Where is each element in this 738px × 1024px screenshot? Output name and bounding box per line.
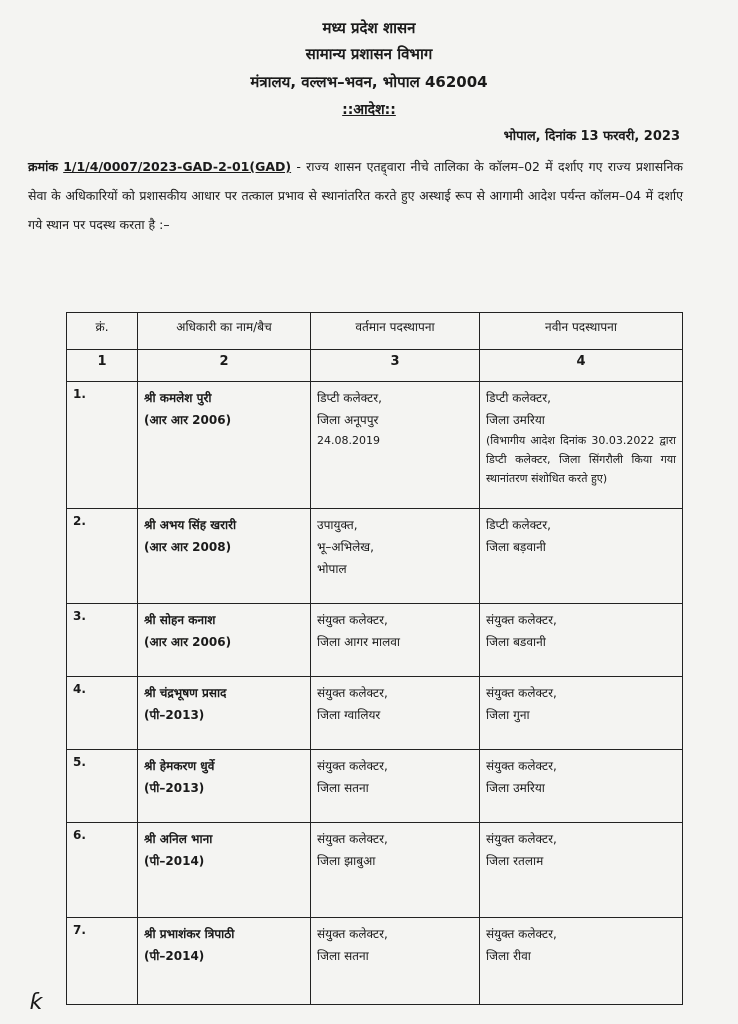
officer-name: श्री चंद्रभूषण प्रसाद [144, 686, 227, 700]
current-district: जिला सतना [317, 781, 369, 795]
current-post: उपायुक्त, [317, 518, 358, 532]
serial-number: 6. [67, 823, 138, 918]
new-posting-cell [480, 823, 683, 918]
current-post: संयुक्त कलेक्टर, [317, 613, 388, 627]
current-posting-cell [311, 604, 480, 677]
officer-batch: (पी–2014) [144, 854, 205, 868]
new-post: डिप्टी कलेक्टर, [486, 518, 551, 532]
department-name: सामान्य प्रशासन विभाग [305, 45, 433, 63]
current-district: जिला आगर मालवा [317, 635, 401, 649]
officer-name: श्री हेमकरण धुर्वे [144, 759, 215, 773]
header-serial: क्रं. [67, 313, 138, 350]
table-row [67, 509, 683, 604]
officer-batch: (पी–2013) [144, 708, 205, 722]
reference-number: 1/1/4/0007/2023-GAD-2-01(GAD) [63, 159, 292, 174]
officer-name: श्री सोहन कनाश [144, 613, 216, 627]
officer-batch: (पी–2013) [144, 781, 205, 795]
officer-cell [138, 823, 311, 918]
new-posting-cell [480, 604, 683, 677]
column-number: 2 [138, 350, 311, 382]
new-district: जिला रतलाम [486, 854, 544, 868]
current-posting-cell [311, 382, 480, 509]
order-title: ::आदेश:: [342, 102, 396, 118]
new-posting-cell [480, 509, 683, 604]
officer-cell [138, 918, 311, 1005]
new-post: संयुक्त कलेक्टर, [486, 759, 557, 773]
officer-name: श्री प्रभाशंकर त्रिपाठी [144, 927, 235, 941]
table-row [67, 382, 683, 509]
current-posting-cell [311, 750, 480, 823]
header-current-posting: वर्तमान पदस्थापना [311, 313, 480, 350]
serial-number: 2. [67, 509, 138, 604]
current-post: संयुक्त कलेक्टर, [317, 832, 388, 846]
new-district: जिला बड़वानी [486, 540, 546, 554]
officer-name: श्री अभय सिंह खरारी [144, 518, 237, 532]
order-date: भोपाल, दिनांक 13 फरवरी, 2023 [503, 129, 680, 144]
serial-number: 7. [67, 918, 138, 1005]
new-district: जिला उमरिया [486, 413, 545, 427]
officer-cell [138, 750, 311, 823]
officer-batch: (आर आर 2006) [144, 635, 232, 649]
officer-cell [138, 677, 311, 750]
officer-name: श्री कमलेश पुरी [144, 391, 212, 405]
current-posting-cell [311, 823, 480, 918]
new-post: संयुक्त कलेक्टर, [486, 832, 557, 846]
table-row [67, 677, 683, 750]
current-district: जिला अनूपपुर [317, 413, 379, 427]
current-posting-cell [311, 677, 480, 750]
officer-batch: (आर आर 2006) [144, 413, 232, 427]
table-row [67, 823, 683, 918]
new-post: संयुक्त कलेक्टर, [486, 613, 557, 627]
new-post: संयुक्त कलेक्टर, [486, 686, 557, 700]
current-district: भोपाल [317, 562, 347, 576]
column-number: 3 [311, 350, 480, 382]
serial-number: 3. [67, 604, 138, 677]
current-district: जिला झाबुआ [317, 854, 376, 868]
new-post: संयुक्त कलेक्टर, [486, 927, 557, 941]
column-number-row [67, 350, 683, 382]
officer-name: श्री अनिल भाना [144, 832, 213, 846]
current-posting-cell [311, 509, 480, 604]
reference-label: क्रमांक [28, 159, 58, 174]
officer-batch: (आर आर 2008) [144, 540, 232, 554]
serial-number: 5. [67, 750, 138, 823]
officer-cell [138, 604, 311, 677]
serial-number: 4. [67, 677, 138, 750]
new-posting-cell [480, 750, 683, 823]
header-new-posting: नवीन पदस्थापना [480, 313, 683, 350]
new-posting-cell [480, 918, 683, 1005]
order-text: - राज्य शासन एतद्द्वारा नीचे तालिका के कॉलम–02 में दर्शाए गए राज्य प्रशासनिक सेवा के अधिकारियों को प्रशासकीय आधार पर तत्काल प्रभाव से स्थानांतरित करते हुए अस्थाई रूप से आगामी आदेश पर्यन्त कॉलम–04 में दर्शाए गये स्थान पर पदस्थ करता है :– [28, 159, 683, 232]
new-district: जिला बडवानी [486, 635, 546, 649]
serial-number: 1. [67, 382, 138, 509]
column-number: 4 [480, 350, 683, 382]
current-post: डिप्टी कलेक्टर, [317, 391, 382, 405]
table-row [67, 750, 683, 823]
current-district: जिला ग्वालियर [317, 708, 381, 722]
transfer-table [66, 312, 683, 1005]
officer-cell [138, 509, 311, 604]
signature-mark: ƙ [30, 990, 43, 1015]
table-row [67, 918, 683, 1005]
government-name: मध्य प्रदेश शासन [322, 19, 416, 37]
column-number: 1 [67, 350, 138, 382]
new-posting-cell [480, 677, 683, 750]
officer-batch: (पी–2014) [144, 949, 205, 963]
current-posting-cell [311, 918, 480, 1005]
officer-cell [138, 382, 311, 509]
posting-note: (विभागीय आदेश दिनांक 30.03.2022 द्वारा डिप्टी कलेक्टर, जिला सिंगरौली किया गया स्थानांतरण संशोधित करते हुए) [486, 434, 676, 485]
current-post: संयुक्त कलेक्टर, [317, 759, 388, 773]
current-district: जिला सतना [317, 949, 369, 963]
order-body [28, 152, 683, 239]
current-post: संयुक्त कलेक्टर, [317, 927, 388, 941]
office-address: मंत्रालय, वल्लभ–भवन, भोपाल 462004 [250, 73, 488, 91]
new-district: जिला रीवा [486, 949, 531, 963]
new-district: जिला गुना [486, 708, 530, 722]
new-posting-cell [480, 382, 683, 509]
table-row [67, 604, 683, 677]
current-date: 24.08.2019 [317, 434, 380, 447]
new-district: जिला उमरिया [486, 781, 545, 795]
table-header-row [67, 313, 683, 350]
current-post: संयुक्त कलेक्टर, [317, 686, 388, 700]
current-department: भू–अभिलेख, [317, 540, 374, 554]
header-officer-name: अधिकारी का नाम/बैच [138, 313, 311, 350]
new-post: डिप्टी कलेक्टर, [486, 391, 551, 405]
